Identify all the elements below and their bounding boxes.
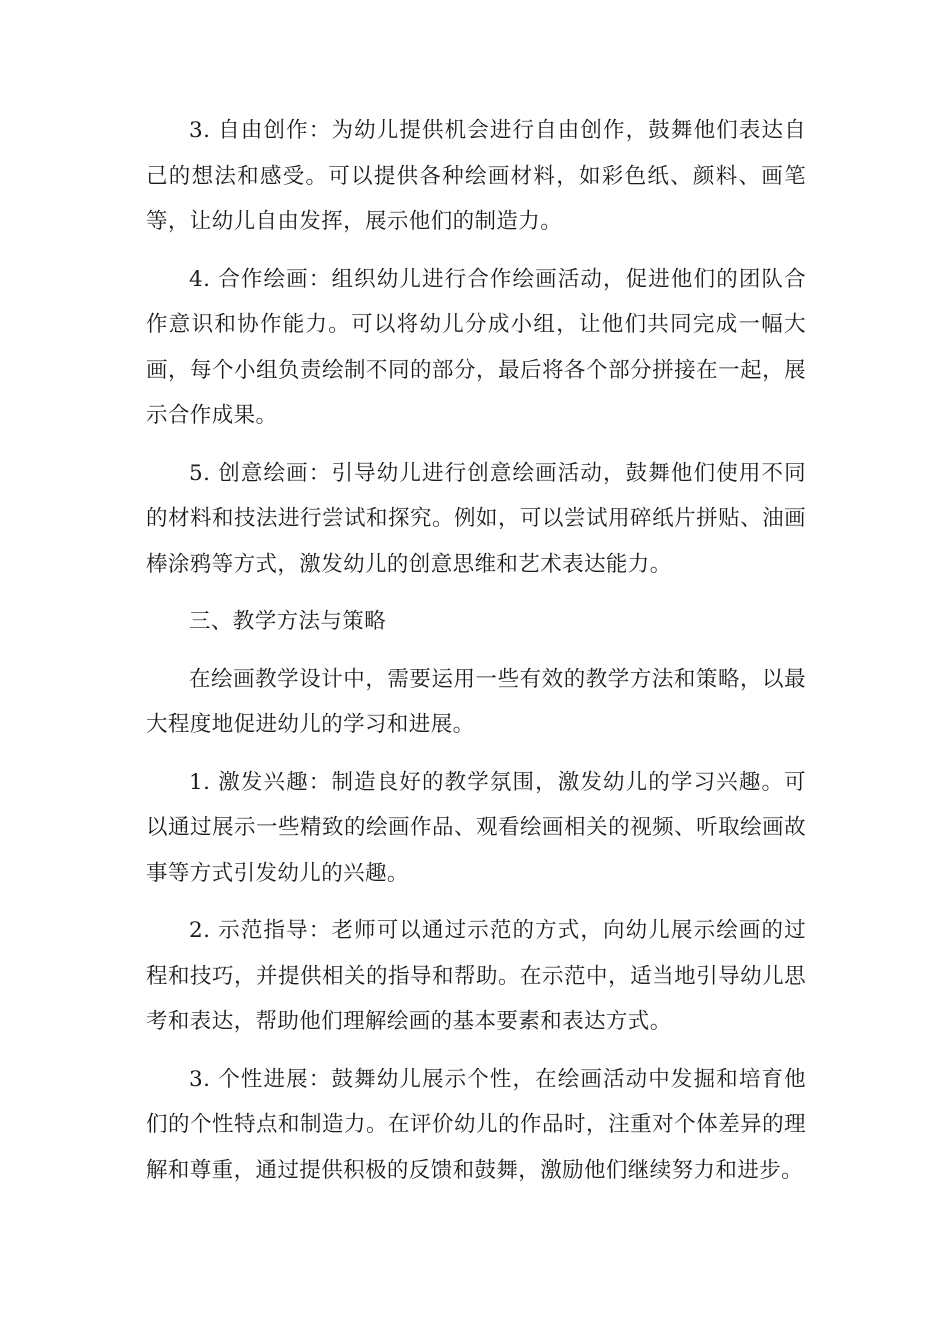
paragraph-free-creation: 3. 自由创作：为幼儿提供机会进行自由创作，鼓舞他们表达自己的想法和感受。可以提供各种绘画材料，如彩色纸、颜料、画笔等，让幼儿自由发挥，展示他们的制造力。: [146, 118, 806, 234]
paragraph-creative-drawing: 5. 创意绘画：引导幼儿进行创意绘画活动，鼓舞他们使用不同的材料和技法进行尝试和探究。例如，可以尝试用碎纸片拼贴、油画棒涂鸦等方式，激发幼儿的创意思维和艺术表达能力。: [146, 460, 806, 577]
paragraph-cooperative-drawing: 4. 合作绘画：组织幼儿进行合作绘画活动，促进他们的团队合作意识和协作能力。可以将幼儿分成小组，让他们共同完成一幅大画，每个小组负责绘制不同的部分，最后将各个部分拼接在一起，展示合作成果。: [146, 266, 806, 428]
section-heading-teaching-methods: 三、教学方法与策略: [189, 609, 387, 634]
paragraph-stimulate-interest: 1. 激发兴趣：制造良好的教学氛围，激发幼儿的学习兴趣。可以通过展示一些精致的绘画作品、观看绘画相关的视频、听取绘画故事等方式引发幼儿的兴趣。: [146, 769, 806, 886]
paragraph-demonstration-guidance: 2. 示范指导：老师可以通过示范的方式，向幼儿展示绘画的过程和技巧，并提供相关的指导和帮助。在示范中，适当地引导幼儿思考和表达，帮助他们理解绘画的基本要素和表达方式。: [146, 918, 806, 1034]
paragraph-methods-intro: 在绘画教学设计中，需要运用一些有效的教学方法和策略，以最大程度地促进幼儿的学习和进展。: [146, 666, 806, 737]
document-page: [146, 108, 806, 1205]
paragraph-individual-development: 3. 个性进展：鼓舞幼儿展示个性，在绘画活动中发掘和培育他们的个性特点和制造力。在评价幼儿的作品时，注重对个体差异的理解和尊重，通过提供积极的反馈和鼓舞，激励他们继续努力和进步。: [146, 1066, 806, 1183]
